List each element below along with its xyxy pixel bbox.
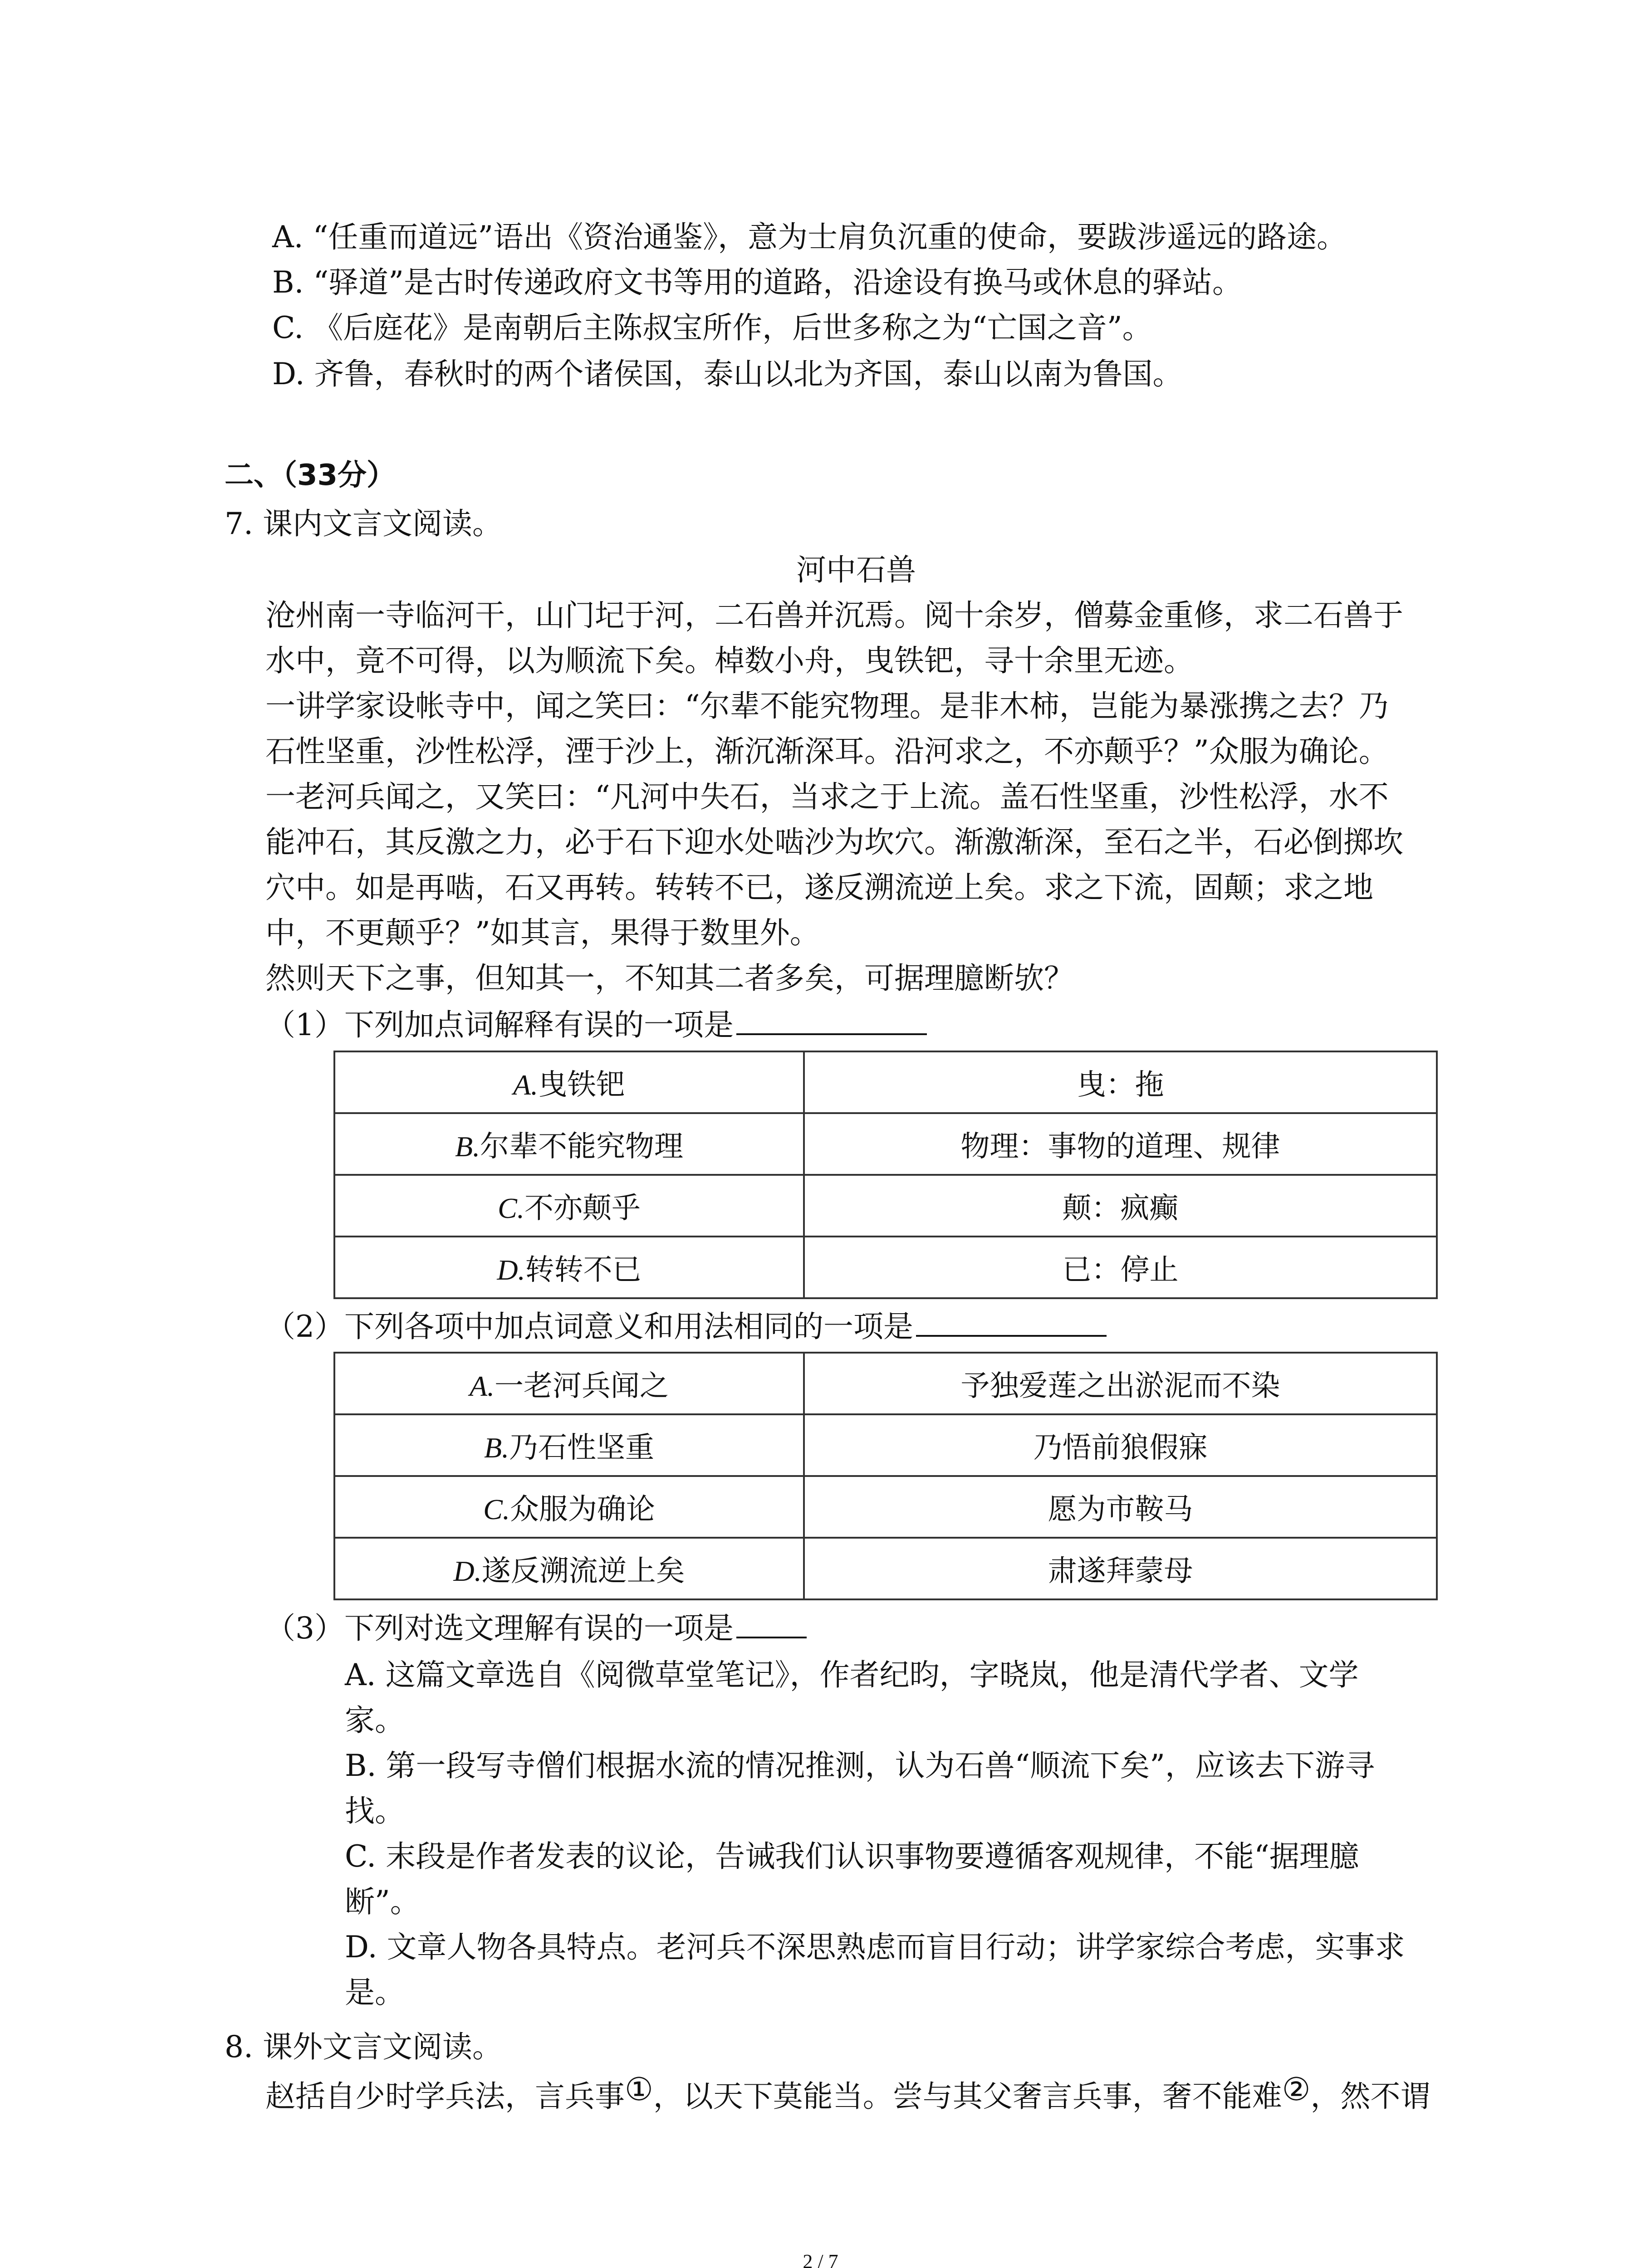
explanation-cell: 物理：事物的道理、规律 [804,1113,1437,1175]
table-row [334,1414,1437,1476]
option-cell[interactable]: B.乃石性坚重 [334,1414,804,1476]
q6-option-c: C. 《后庭花》是南朝后主陈叔宝所作，后世多称之为“亡国之音”。 [272,310,1152,345]
option-cell[interactable]: D.转转不已 [334,1237,804,1298]
passage-line: 一老河兵闻之，又笑曰：“凡河中失石，当求之于上流。盖石性坚重，沙性松浮，水不 [265,779,1389,814]
option-cell[interactable]: A.曳铁钯 [334,1051,804,1113]
option-cell[interactable]: D.遂反溯流逆上矣 [334,1538,804,1599]
sub3-option-a[interactable]: A. 这篇文章选自《阅微草堂笔记》，作者纪昀，字晓岚，他是清代学者、文学 [345,1657,1359,1692]
table-row [334,1051,1437,1113]
sub1-prompt-text: （1）下列加点词解释有误的一项是 [265,1007,734,1042]
passage-line: 中，不更颠乎？”如其言，果得于数里外。 [265,915,820,950]
table-row [334,1237,1437,1298]
q6-option-b: B. “驿道”是古时传递政府文书等用的道路，沿途设有换马或休息的驿站。 [272,265,1242,300]
passage-line: 能冲石，其反激之力，必于石下迎水处啮沙为坎穴。渐激渐深，至石之半，石必倒掷坎 [265,825,1403,860]
footnote-marker[interactable]: ② [1282,2071,1311,2108]
sub1-table [333,1051,1438,1299]
option-cell[interactable]: C.不亦颠乎 [334,1175,804,1237]
answer-blank[interactable] [736,1006,927,1035]
option-cell[interactable]: A.一老河兵闻之 [334,1353,804,1414]
comparison-cell: 肃遂拜蒙母 [804,1538,1437,1599]
table-row [334,1175,1437,1237]
table-row [334,1476,1437,1538]
sub3-option-c[interactable]: C. 末段是作者发表的议论，告诫我们认识事物要遵循客观规律，不能“据理臆 [345,1839,1359,1874]
q6-option-a: A. “任重而道远”语出《资治通鉴》，意为士肩负沉重的使命，要跋涉遥远的路途。 [272,220,1347,254]
sub3-option-d[interactable]: D. 文章人物各具特点。老河兵不深思熟虑而盲目行动；讲学家综合考虑，实事求 [345,1930,1405,1965]
passage-line: 一讲学家设帐寺中，闻之笑曰：“尔辈不能究物理。是非木柿，岂能为暴涨携之去？乃 [265,689,1389,723]
passage-line: 然则天下之事，但知其一，不知其二者多矣，可据理臆断欤？ [265,961,1074,996]
sub3-prompt-text: （3）下列对选文理解有误的一项是 [265,1611,734,1646]
explanation-cell: 曳：拖 [804,1051,1437,1113]
explanation-cell: 颠：疯癫 [804,1175,1437,1237]
table-row [334,1353,1437,1414]
passage-title: 河中石兽 [796,552,916,587]
sub2-table [333,1352,1438,1600]
q6-option-d: D. 齐鲁，春秋时的两个诸侯国，泰山以北为齐国，泰山以南为鲁国。 [272,357,1183,391]
sub3-option-b[interactable]: B. 第一段写寺僧们根据水流的情况推测，认为石兽“顺流下矣”，应该去下游寻 [345,1748,1375,1783]
q7-label: 7. 课内文言文阅读。 [225,506,502,541]
table-row [334,1538,1437,1599]
answer-blank[interactable] [736,1609,807,1638]
option-cell[interactable]: B.尔辈不能究物理 [334,1113,804,1175]
sub3-option-b-cont: 找。 [345,1794,405,1828]
q8-passage-line: 赵括自少时学兵法，言兵事①，以天下莫能当。尝与其父奢言兵事，奢不能难②，然不谓 [265,2071,1430,2114]
option-cell[interactable]: C.众服为确论 [334,1476,804,1538]
section-heading: 二、（33分） [225,459,396,492]
sub3-option-d-cont: 是。 [345,1975,405,2010]
passage-line: 水中，竟不可得，以为顺流下矣。棹数小舟，曳铁钯，寻十余里无迹。 [265,643,1194,678]
sub3-prompt [265,1608,807,1649]
answer-blank[interactable] [916,1308,1107,1337]
passage-line: 穴中。如是再啮，石又再转。转转不已，遂反溯流逆上矣。求之下流，固颠；求之地 [265,870,1373,905]
sub2-prompt [265,1306,1107,1347]
passage-line: 石性坚重，沙性松浮，湮于沙上，渐沉渐深耳。沿河求之，不亦颠乎？”众服为确论。 [265,734,1389,769]
footnote-marker[interactable]: ① [625,2071,653,2108]
sub2-prompt-text: （2）下列各项中加点词意义和用法相同的一项是 [265,1309,913,1344]
page-number: 2 / 7 [803,2250,838,2268]
comparison-cell: 乃悟前狼假寐 [804,1414,1437,1476]
comparison-cell: 予独爱莲之出淤泥而不染 [804,1353,1437,1414]
sub1-prompt [265,1005,927,1046]
table-row [334,1113,1437,1175]
q8-label: 8. 课外文言文阅读。 [225,2029,502,2064]
sub3-option-a-cont: 家。 [345,1703,405,1738]
comparison-cell: 愿为市鞍马 [804,1476,1437,1538]
sub3-option-c-cont: 断”。 [345,1884,420,1919]
explanation-cell: 已：停止 [804,1237,1437,1298]
passage-line: 沧州南一寺临河干，山门圮于河，二石兽并沉焉。阅十余岁，僧募金重修，求二石兽于 [265,598,1403,633]
